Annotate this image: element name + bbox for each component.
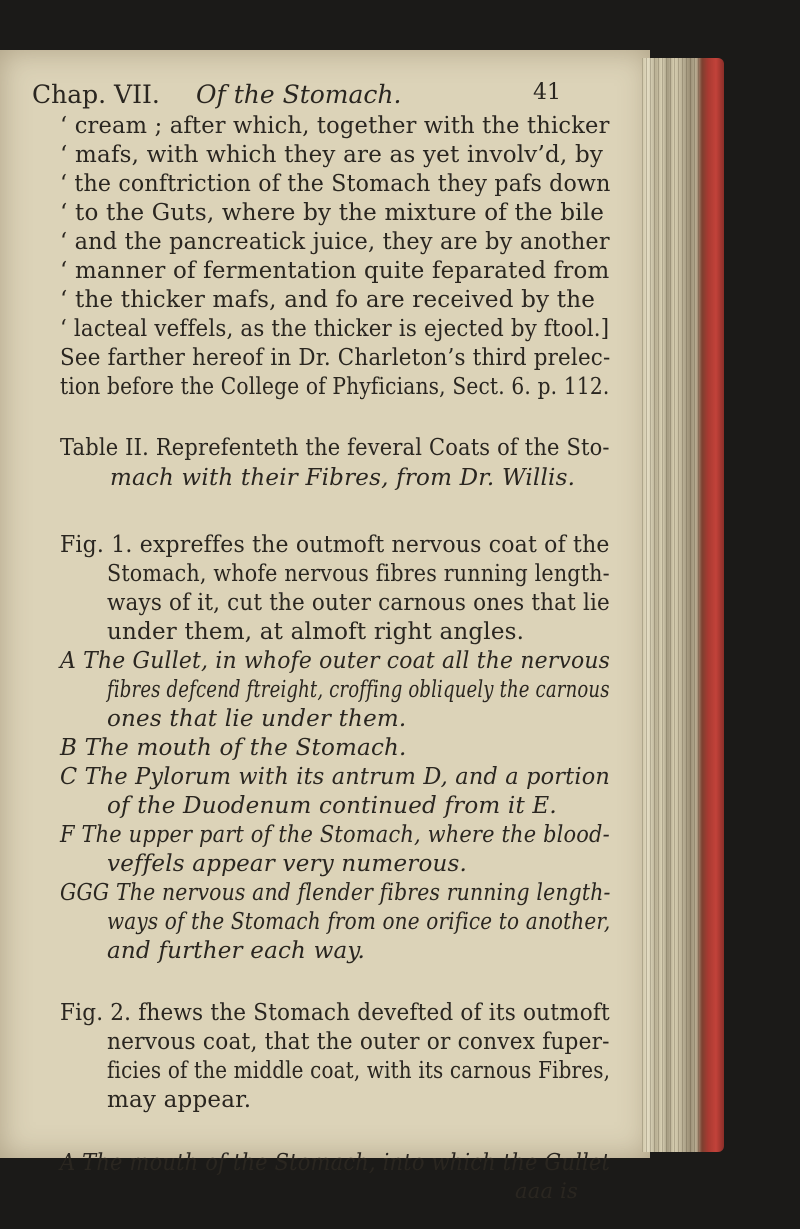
legend-line: C The Pylorum with its antrum D, and a portion: [60, 764, 611, 790]
legend-line: F The upper part of the Stomach, where the blood-: [60, 822, 610, 848]
text-line: ‘ cream ; after which, together with the thicker: [60, 113, 610, 139]
legend-line: A The mouth of the Stomach, into which the Gullet: [60, 1150, 611, 1176]
text-line: See farther hereof in Dr. Charleton’s third prelec-: [60, 345, 611, 371]
text-line: ‘ to the Guts, where by the mixture of the bile: [60, 200, 605, 226]
legend-line: of the Duodenum continued from it E.: [107, 793, 557, 819]
text-line: ‘ the conftriction of the Stomach they pafs down: [60, 171, 611, 197]
text-line: ‘ mafs, with which they are as yet involv’d, by: [60, 142, 604, 168]
fig-2-line: Fig. 2. fhews the Stomach devefted of its outmoft: [60, 1000, 610, 1026]
legend-line: B The mouth of the Stomach.: [60, 735, 407, 761]
fig-2-line: may appear.: [107, 1087, 252, 1113]
legend-line: ways of the Stomach from one orifice to another,: [107, 909, 611, 935]
fig-1-line: under them, at almoft right angles.: [107, 619, 525, 645]
running-title: Of the Stomach.: [196, 80, 402, 109]
text-line: ‘ the thicker mafs, and fo are received by the: [60, 287, 596, 313]
fig-1-line: ways of it, cut the outer carnous ones that lie: [107, 590, 610, 616]
legend-line: veffels appear very numerous.: [107, 851, 468, 877]
table-caption-line: Table II. Reprefenteth the feveral Coats of the Sto-: [60, 435, 610, 461]
fig-1-line: Stomach, whofe nervous fibres running length-: [107, 561, 610, 587]
page-number: 41: [533, 80, 561, 105]
text-line: ‘ lacteal veffels, as the thicker is ejected by ftool.]: [60, 316, 610, 342]
page-edge-lines: [642, 58, 700, 1152]
legend-line: ones that lie under them.: [107, 706, 407, 732]
legend-line: fibres defcend ftreight, croffing obliquely the carnous: [107, 677, 610, 703]
legend-line: A The Gullet, in whofe outer coat all the nervous: [60, 648, 611, 674]
text-line: ‘ and the pancreatick juice, they are by another: [60, 229, 610, 255]
catchword: aaa is: [515, 1179, 578, 1203]
text-line: tion before the College of Phyficians, Sect. 6. p. 112.: [60, 374, 610, 400]
chapter-heading: Chap. VII.: [32, 80, 160, 109]
legend-line: GGG The nervous and flender fibres running length-: [60, 880, 611, 906]
fig-1-line: Fig. 1. expreffes the outmoft nervous coat of the: [60, 532, 610, 558]
legend-line: and further each way.: [107, 938, 366, 964]
fig-2-line: ficies of the middle coat, with its carnous Fibres,: [107, 1058, 611, 1084]
fig-2-line: nervous coat, that the outer or convex fuper-: [107, 1029, 610, 1055]
text-line: ‘ manner of fermentation quite feparated from: [60, 258, 610, 284]
table-caption-line: mach with their Fibres, from Dr. Willis.: [110, 465, 576, 491]
